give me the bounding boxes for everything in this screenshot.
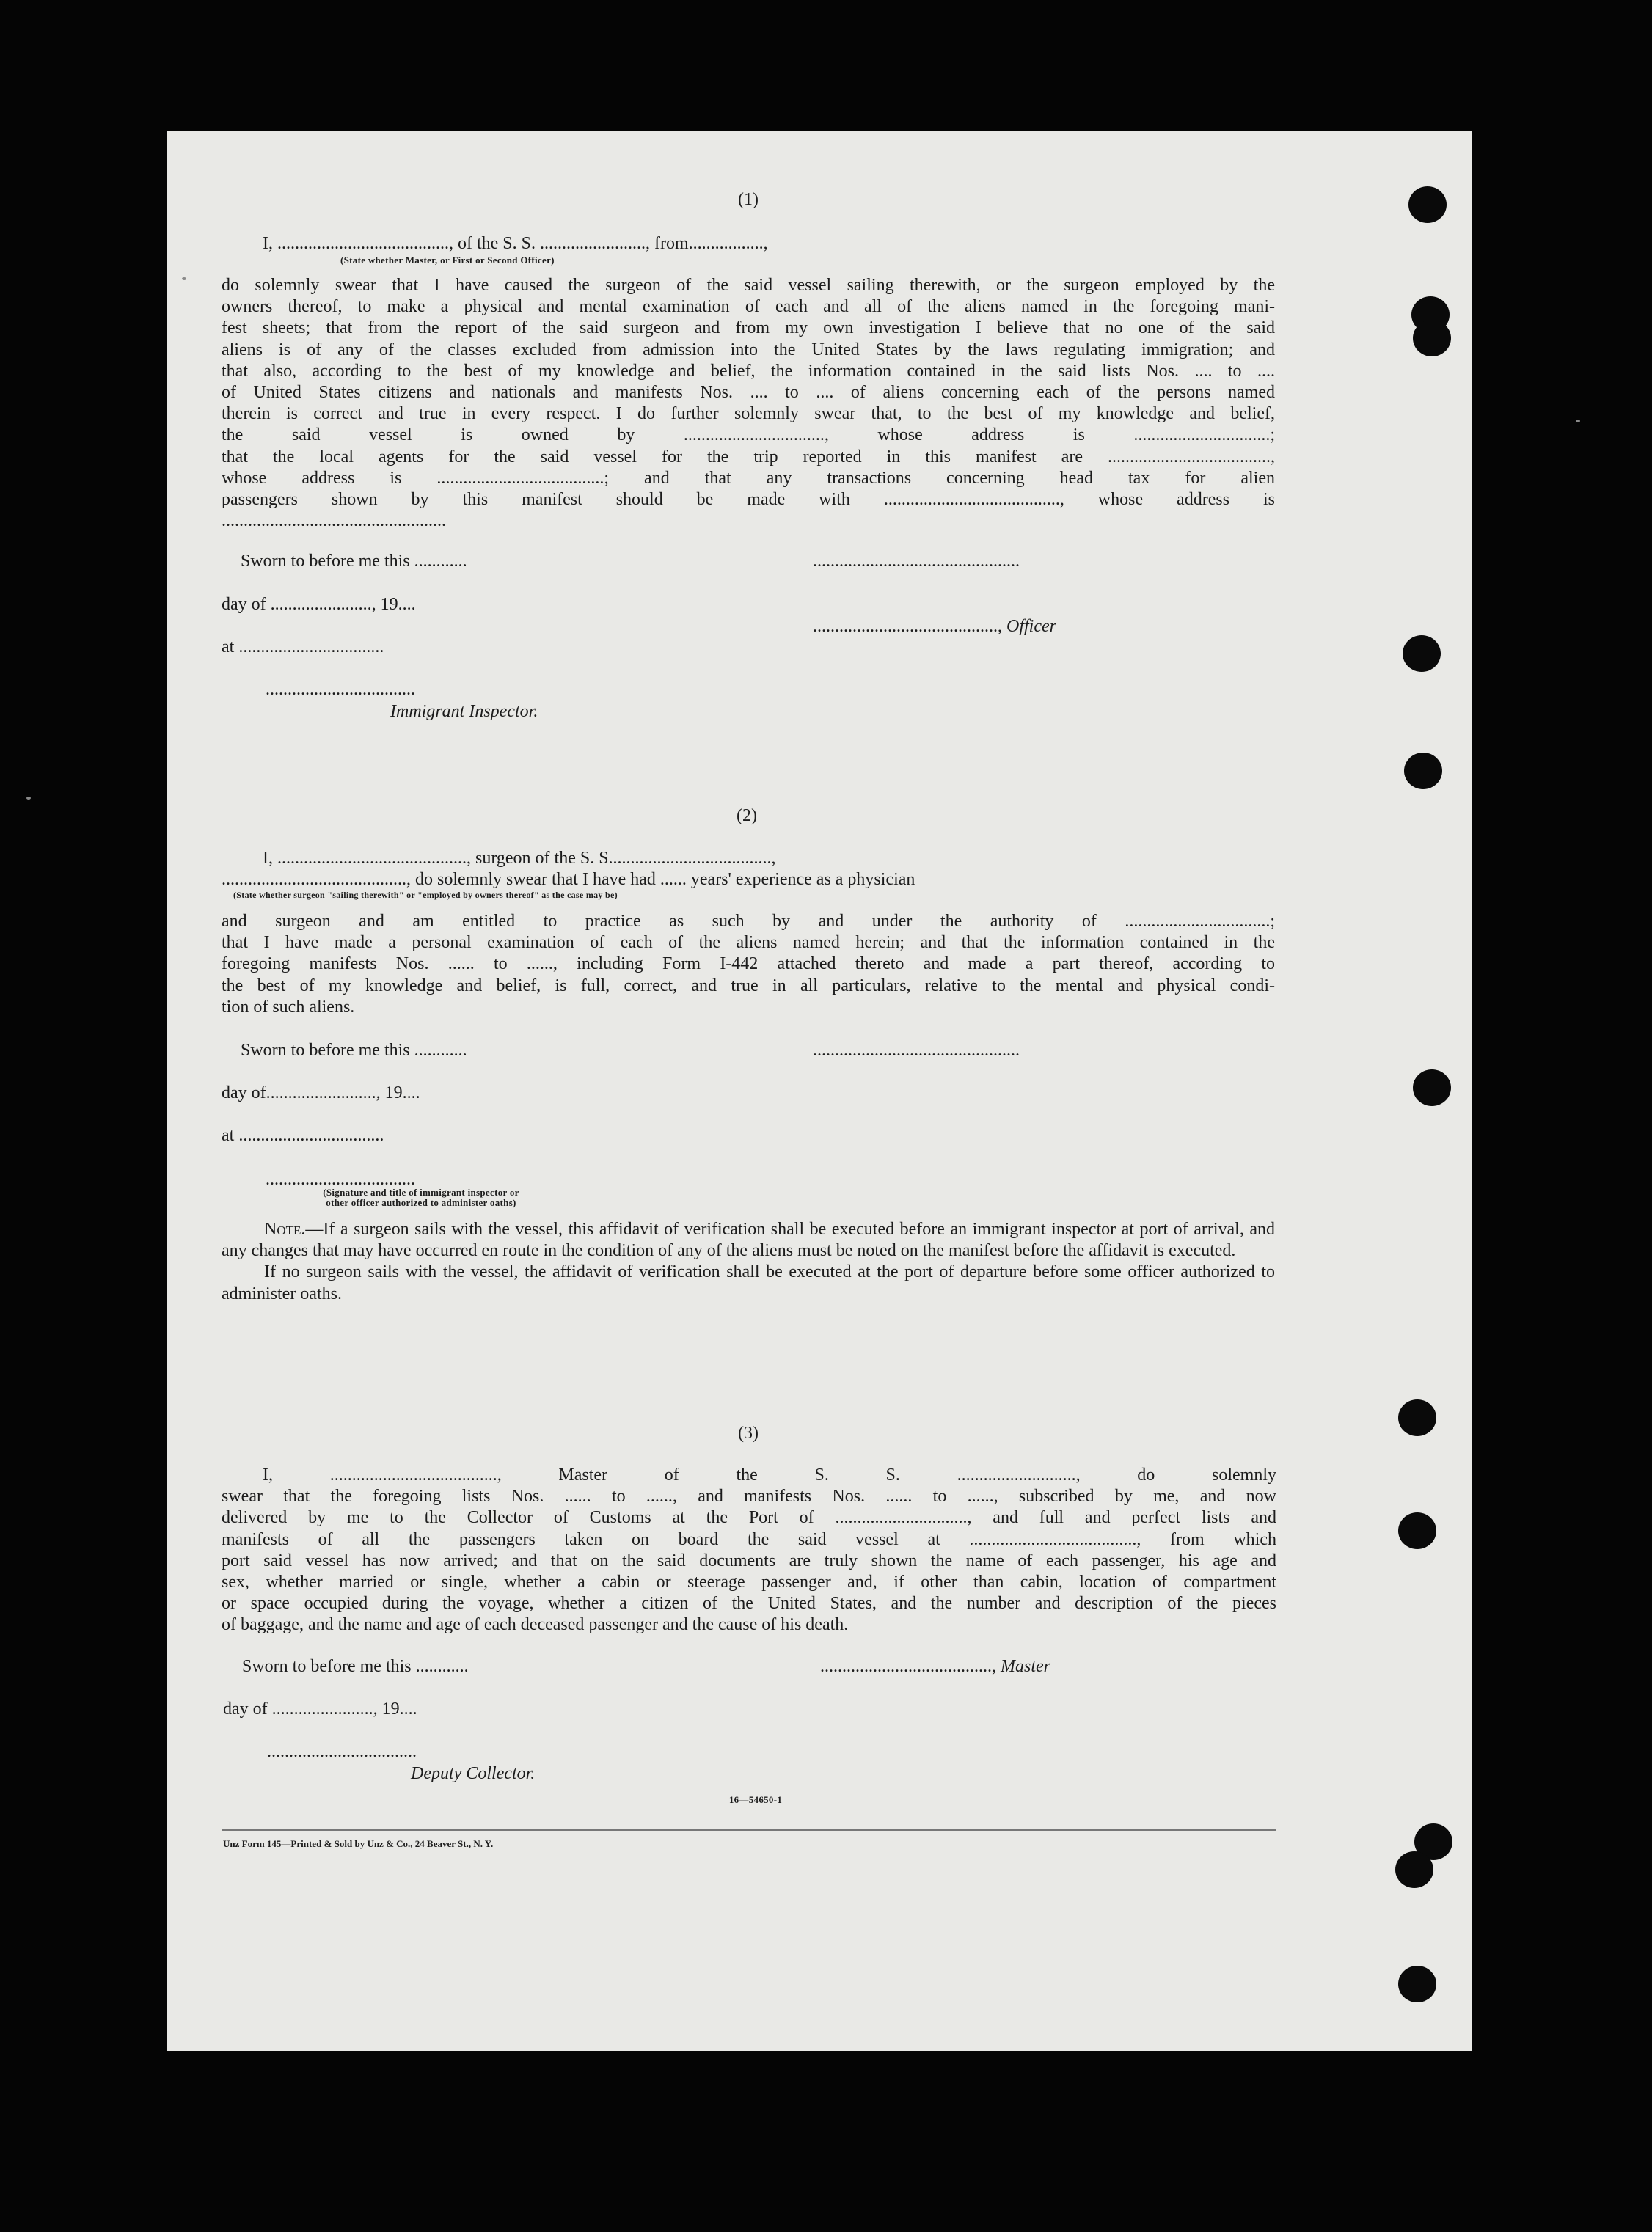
printer-footer: Unz Form 145—Printed & Sold by Unz & Co., 24 Beaver St., N. Y. xyxy=(223,1838,494,1849)
oath-line: that I have made a personal examination of each of the aliens named herein; and that the information contained in the xyxy=(222,933,1275,953)
oath-line: aliens is of any of the classes excluded from admission into the United States by the laws regulating immigration; and xyxy=(222,340,1275,359)
punch-hole xyxy=(1398,1399,1436,1436)
oath-line: or space occupied during the voyage, whether a citizen of the United States, and the number and description of the pieces xyxy=(222,1594,1276,1614)
section-2-signature-hint-2: other officer authorized to administer oaths) xyxy=(326,1197,516,1208)
note-label: Note. xyxy=(264,1220,306,1239)
punch-hole xyxy=(1413,1069,1451,1106)
oath-line: owners thereof, to make a physical and mental examination of each and all of the aliens named in the foregoing mani- xyxy=(222,297,1275,317)
oath-line: the said vessel is owned by ................................, whose address is ...............................; xyxy=(222,425,1275,445)
section-2-signature-hint-1: (Signature and title of immigrant inspector or xyxy=(323,1187,519,1198)
oath-line: sex, whether married or single, whether a cabin or steerage passenger and, if other than cabin, location of compartment xyxy=(222,1573,1276,1592)
oath-line: ................................................... xyxy=(222,511,446,531)
oath-line: port said vessel has now arrived; and that on the said documents are truly shown the name of each passenger, his age and xyxy=(222,1551,1276,1570)
oath-line: that the local agents for the said vessel for the trip reported in this manifest are ....................................., xyxy=(222,447,1275,466)
oath-line: swear that the foregoing lists Nos. ...... to ......, and manifests Nos. ...... to ......, subscribed by me, and now xyxy=(222,1487,1276,1507)
section-1-sworn: Sworn to before me this ............ xyxy=(241,552,467,571)
section-1-inspector-line: .................................. xyxy=(266,680,415,699)
oath-line: I, ......................................, Master of the S. S. ..........................., do solemnly xyxy=(263,1466,1276,1485)
punch-hole xyxy=(1398,1512,1436,1549)
punch-hole xyxy=(1413,320,1451,356)
oath-line: of baggage, and the name and age of each deceased passenger and the cause of his death. xyxy=(222,1615,849,1635)
section-1-signature-line: ............................................... xyxy=(813,552,1020,571)
section-3-master-signature xyxy=(820,1656,1050,1677)
oath-line: the best of my knowledge and belief, is full, correct, and true in all particulars, relative to the mental and physical condi- xyxy=(222,976,1275,995)
oath-line: therein is correct and true in every respect. I do further solemnly swear that, to the best of my knowledge and belief, xyxy=(222,404,1275,424)
section-1-officer-line: I, ......................................., of the S. S. ........................, from................., xyxy=(263,234,768,253)
section-2-number: (2) xyxy=(737,806,757,825)
oath-line: tion of such aliens. xyxy=(222,997,355,1017)
section-1-inspector-label: Immigrant Inspector. xyxy=(390,702,538,721)
oath-line: passengers shown by this manifest should be made with ........................................, whose address is xyxy=(222,490,1275,510)
section-1-oath-text xyxy=(222,275,1275,532)
oath-line: foregoing manifests Nos. ...... to ......, including Form I-442 attached thereto and made a part thereof, according to xyxy=(222,954,1275,974)
scan-speck xyxy=(26,797,31,800)
section-2-experience-line: .........................................., do solemnly swear that I have had ...... years' experience as a physician xyxy=(222,870,915,889)
scan-speck xyxy=(1576,420,1580,422)
section-2-note xyxy=(222,1219,1275,1305)
oath-line: and surgeon and am entitled to practice as such by and under the authority of .................................; xyxy=(222,912,1275,931)
section-2-day: day of........................., 19.... xyxy=(222,1083,420,1102)
section-1-at: at ................................. xyxy=(222,637,384,656)
oath-line: manifests of all the passengers taken on board the said vessel at ......................................, from which xyxy=(222,1529,1276,1549)
section-1-officer-hint: (State whether Master, or First or Second Officer) xyxy=(340,255,555,266)
scan-speck xyxy=(182,277,186,280)
oath-line: that also, according to the best of my knowledge and belief, the information contained in the said lists Nos. .... to .... xyxy=(222,361,1275,381)
oath-line: do solemnly swear that I have caused the surgeon of the said vessel sailing therewith, or the surgeon employed by the xyxy=(222,276,1275,295)
oath-line: of United States citizens and nationals and manifests Nos. .... to .... of aliens concerning each of the persons named xyxy=(222,383,1275,403)
section-2-surgeon-line: I, ..........................................., surgeon of the S. S....................................., xyxy=(263,849,776,868)
section-1-day: day of ......................., 19.... xyxy=(222,595,416,614)
punch-hole xyxy=(1403,635,1441,672)
section-3-oath-text xyxy=(222,1465,1276,1636)
note-paragraph-2: If no surgeon sails with the vessel, the affidavit of verification shall be executed at the port of departure before some officer authorized to administer oaths. xyxy=(222,1262,1275,1303)
master-dots: ......................................., xyxy=(820,1657,1001,1676)
section-1-officer-signature xyxy=(813,616,1056,637)
officer-label: Officer xyxy=(1006,617,1056,636)
note-text: —If a surgeon sails with the vessel, this affidavit of verification shall be executed before an immigrant inspector at port of arrival, and any changes that may have occurred en route in the condition of any of the aliens must be noted on the manifest before the affidavit is executed. xyxy=(222,1220,1275,1261)
punch-hole xyxy=(1404,753,1442,789)
oath-line: whose address is ......................................; and that any transactions concerning head tax for alien xyxy=(222,468,1275,488)
section-2-sworn: Sworn to before me this ............ xyxy=(241,1041,467,1060)
section-2-signature-dots: .................................. xyxy=(266,1170,415,1189)
officer-dots: .........................................., xyxy=(813,617,1006,636)
punch-hole xyxy=(1395,1851,1433,1888)
footer-rule xyxy=(222,1829,1276,1831)
section-3-number: (3) xyxy=(738,1424,759,1443)
master-label: Master xyxy=(1001,1657,1050,1676)
oath-line: fest sheets; that from the report of the said surgeon and from my own investigation I believe that no one of the said xyxy=(222,318,1275,338)
section-3-day: day of ......................., 19.... xyxy=(223,1699,417,1719)
section-3-collector-label: Deputy Collector. xyxy=(411,1764,536,1783)
form-number: 16—54650-1 xyxy=(728,1794,783,1805)
section-1-number: (1) xyxy=(738,190,759,209)
punch-hole xyxy=(1398,1966,1436,2002)
section-3-collector-line: .................................. xyxy=(267,1742,417,1761)
section-2-surgeon-hint: (State whether surgeon "sailing therewith" or "employed by owners thereof" as the case may be) xyxy=(233,890,618,900)
section-2-at: at ................................. xyxy=(222,1126,384,1145)
section-2-signature-line: ............................................... xyxy=(813,1041,1020,1060)
note-paragraph-1 xyxy=(222,1219,1275,1262)
oath-line: delivered by me to the Collector of Customs at the Port of .............................., and full and perfect lists and xyxy=(222,1508,1276,1528)
section-2-oath-text xyxy=(222,911,1275,1018)
punch-hole xyxy=(1408,186,1447,223)
section-3-sworn: Sworn to before me this ............ xyxy=(242,1657,469,1676)
